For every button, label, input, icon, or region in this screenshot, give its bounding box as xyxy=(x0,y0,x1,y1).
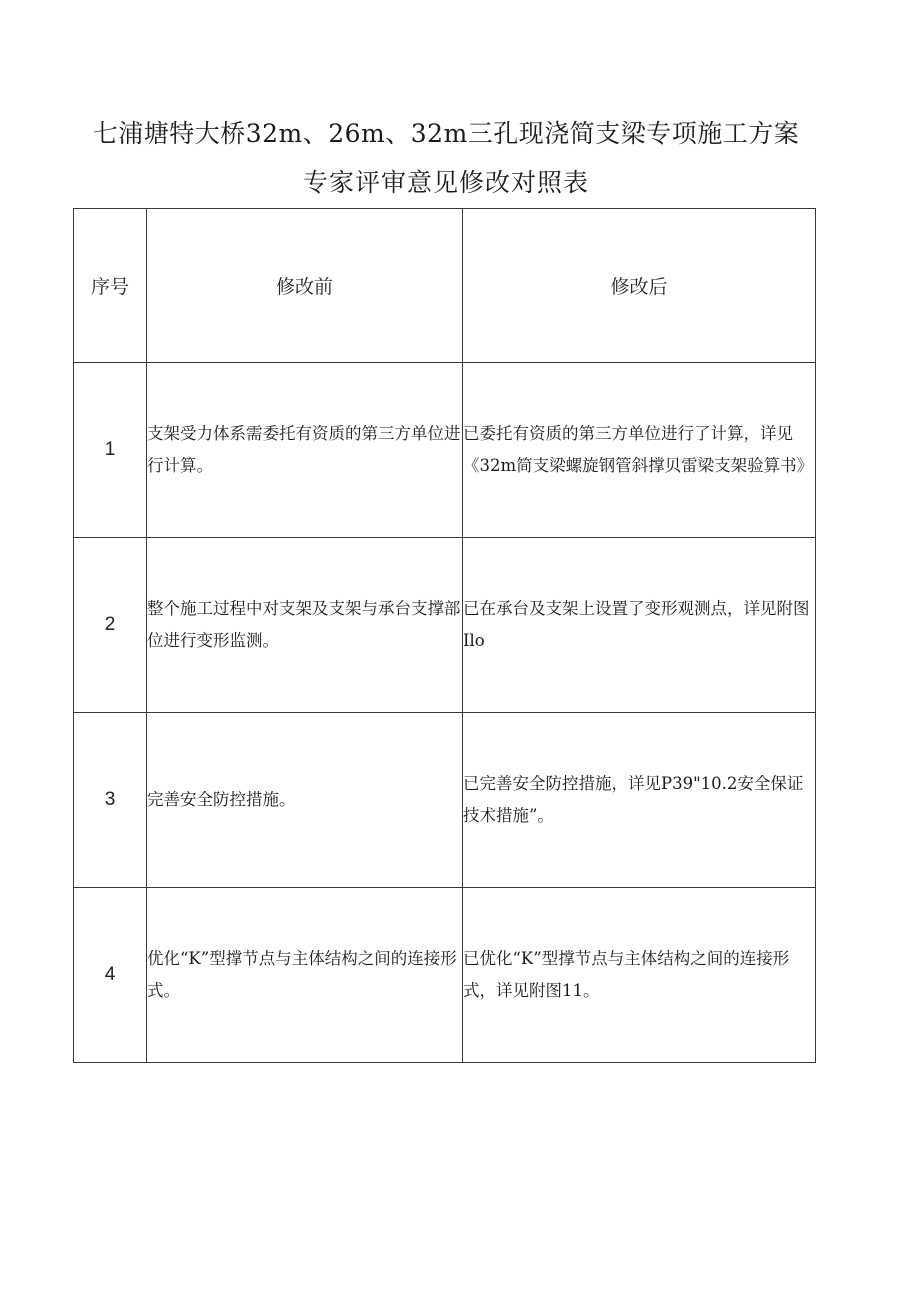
before-revision-cell: 完善安全防控措施。 xyxy=(147,713,463,888)
table-row xyxy=(74,888,816,1063)
before-revision-cell: 整个施工过程中对支架及支架与承台支撑部位进行变形监测。 xyxy=(147,538,463,713)
row-number: 3 xyxy=(74,713,147,888)
table-header-row xyxy=(74,209,816,363)
after-revision-cell: 已在承台及支架上设置了变形观测点，详见附图Ilo xyxy=(463,538,816,713)
row-number: 4 xyxy=(74,888,147,1063)
after-revision-cell: 已委托有资质的第三方单位进行了计算，详见《32m简支梁螺旋钢管斜撑贝雷梁支架验算书》 xyxy=(463,363,816,538)
header-after-revision: 修改后 xyxy=(463,209,816,363)
row-number: 2 xyxy=(74,538,147,713)
table-row xyxy=(74,363,816,538)
table-row xyxy=(74,713,816,888)
table-row xyxy=(74,538,816,713)
after-revision-cell: 已优化“K”型撑节点与主体结构之间的连接形式，详见附图11。 xyxy=(463,888,816,1063)
after-revision-cell: 已完善安全防控措施，详见P39"10.2安全保证技术措施”。 xyxy=(463,713,816,888)
review-comparison-table xyxy=(73,208,816,1063)
document-subtitle: 专家评审意见修改对照表 xyxy=(302,168,589,197)
before-revision-cell: 支架受力体系需委托有资质的第三方单位进行计算。 xyxy=(147,363,463,538)
before-revision-cell: 优化“K”型撑节点与主体结构之间的连接形式。 xyxy=(147,888,463,1063)
row-number: 1 xyxy=(74,363,147,538)
document-title: 七浦塘特大桥32m、26m、32m三孔现浇简支梁专项施工方案 xyxy=(92,119,800,148)
header-serial-number: 序号 xyxy=(74,209,147,363)
header-before-revision: 修改前 xyxy=(147,209,463,363)
